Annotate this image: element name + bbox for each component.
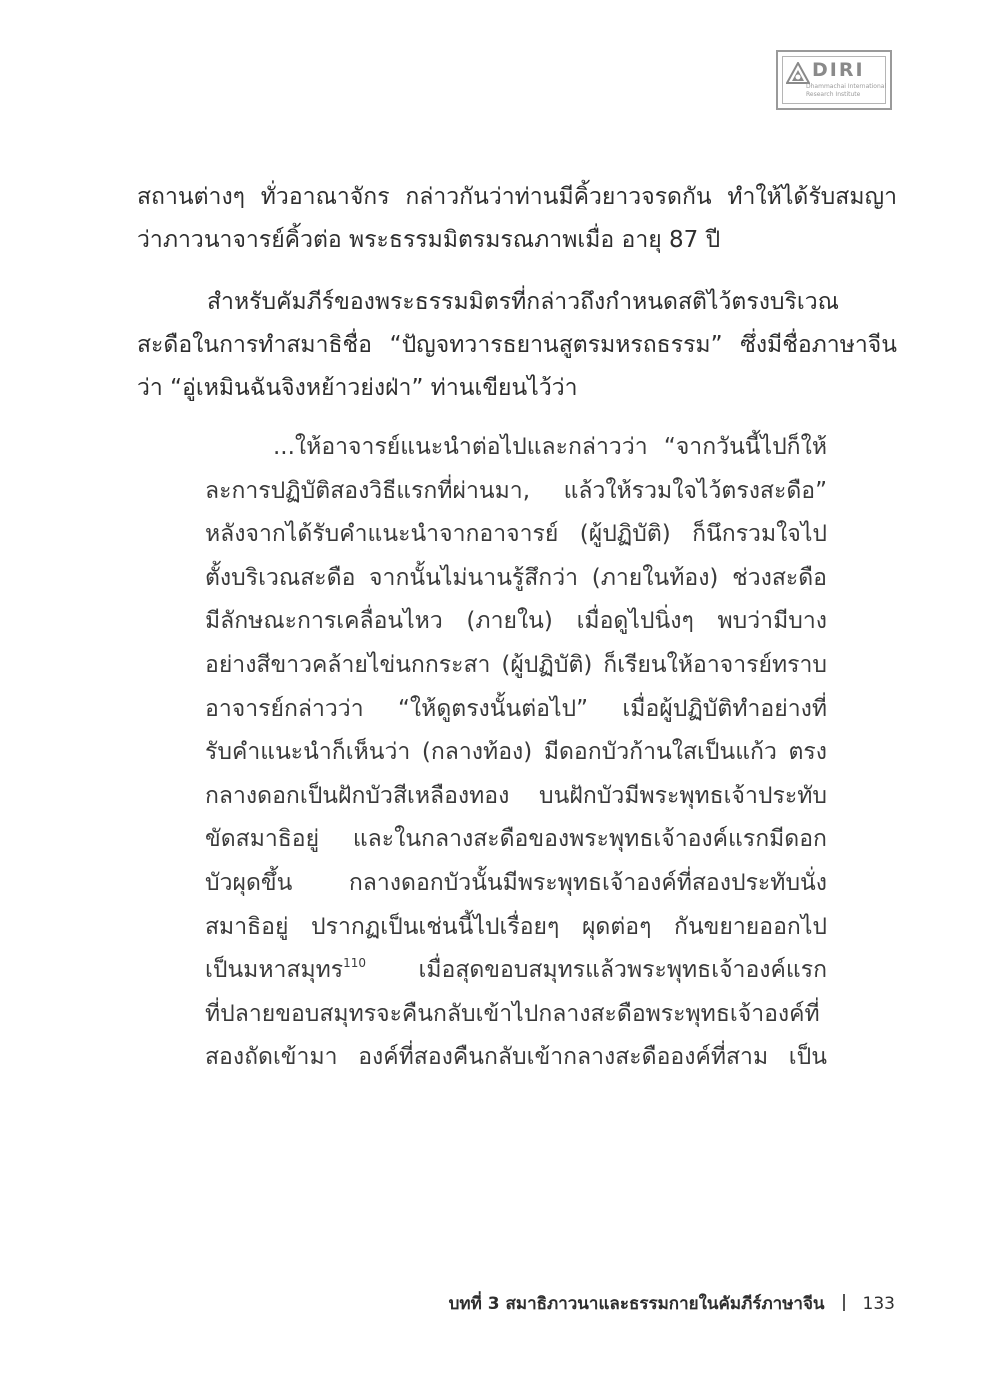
paragraph-1 — [137, 176, 897, 262]
paragraph-line: สะดือในการทำสมาธิชื่อ “ปัญจทวารธยานสูตรมหรถธรรม” ซึ่งมีชื่อภาษาจีน — [137, 332, 897, 358]
logo-subtitle-line-2: Research Institute — [806, 91, 861, 98]
quote-line: อาจารย์กล่าวว่า “ให้ดูตรงนั้นต่อไป” เมื่อผู้ปฏิบัติทำอย่างที่ — [205, 695, 827, 722]
quote-line: ขัดสมาธิอยู่ และในกลางสะดือของพระพุทธเจ้าองค์แรกมีดอก — [205, 826, 827, 853]
quote-line-with-footnote — [205, 949, 827, 993]
quote-line: มีลักษณะการเคลื่อนไหว (ภายใน) เมื่อดูไปนิ่งๆ พบว่ามีบาง — [205, 608, 827, 635]
footer-divider — [843, 1294, 845, 1311]
paragraph-2 — [137, 281, 897, 410]
quote-line: ตั้งบริเวณสะดือ จากนั้นไม่นานรู้สึกว่า (ภายในท้อง) ช่วงสะดือ — [205, 564, 827, 591]
block-quote — [205, 426, 827, 1080]
logo-subtitle-line-1: Dhammachai International — [806, 83, 887, 90]
quote-line: ...ให้อาจารย์แนะนำต่อไปและกล่าวว่า “จากวันนี้ไปก็ให้ — [273, 434, 827, 460]
quote-line: ละการปฏิบัติสองวิธีแรกที่ผ่านมา, แล้วให้รวมใจไว้ตรงสะดือ” — [205, 477, 827, 504]
quote-line: รับคำแนะนำก็เห็นว่า (กลางท้อง) มีดอกบัวก้านใสเป็นแก้ว ตรง — [205, 739, 827, 766]
paragraph-line: ว่า “อู่เหมินฉันจิงหย้าวย่งฝ่า” ท่านเขียนไว้ว่า — [137, 375, 578, 401]
quote-line: สมาธิอยู่ ปรากฏเป็นเช่นนี้ไปเรื่อยๆ ผุดต่อๆ กันขยายออกไป — [205, 913, 827, 940]
quote-line: อย่างสีขาวคล้ายไข่นกกระสา (ผู้ปฏิบัติ) ก็เรียนให้อาจารย์ทราบ — [205, 651, 827, 678]
page-number: 133 — [862, 1294, 895, 1314]
quote-text: เป็นมหาสมุทร — [205, 957, 344, 984]
logo-subtitle — [806, 83, 886, 99]
footnote-marker[interactable]: 110 — [343, 956, 367, 971]
quote-line: หลังจากได้รับคำแนะนำจากอาจารย์ (ผู้ปฏิบัติ) ก็นึกรวมใจไป — [205, 521, 827, 548]
quote-line: บัวผุดขึ้น กลางดอกบัวนั้นมีพระพุทธเจ้าองค์ที่สองประทับนั่ง — [205, 869, 827, 896]
diri-triangle-icon — [786, 62, 810, 84]
running-chapter-title: บทที่ 3 สมาธิภาวนาและธรรมกายในคัมภีร์ภาษาจีน — [448, 1294, 825, 1314]
paragraph-line: ว่าภาวนาจารย์คิ้วต่อ พระธรรมมิตรมรณภาพเมื่อ อายุ 87 ปี — [137, 227, 721, 253]
page-footer — [449, 1290, 895, 1317]
diri-logo — [776, 50, 892, 110]
paragraph-line: สำหรับคัมภีร์ของพระธรรมมิตรที่กล่าวถึงกำหนดสติไว้ตรงบริเวณ — [207, 289, 839, 315]
quote-line: กลางดอกเป็นฝักบัวสีเหลืองทอง บนฝักบัวมีพระพุทธเจ้าประทับ — [205, 782, 827, 809]
paragraph-line: สถานต่างๆ ทั่วอาณาจักร กล่าวกันว่าท่านมีคิ้วยาวจรดกัน ทำให้ได้รับสมญา — [137, 184, 897, 210]
quote-line: ที่ปลายขอบสมุทรจะคืนกลับเข้าไปกลางสะดือพระพุทธเจ้าองค์ที่ — [205, 1000, 820, 1027]
logo-title: DIRI — [812, 59, 865, 81]
quote-text: เมื่อสุดขอบสมุทรแล้วพระพุทธเจ้าองค์แรก — [366, 957, 827, 984]
quote-line: สองถัดเข้ามา องค์ที่สองคืนกลับเข้ากลางสะดือองค์ที่สาม เป็น — [205, 1044, 827, 1071]
